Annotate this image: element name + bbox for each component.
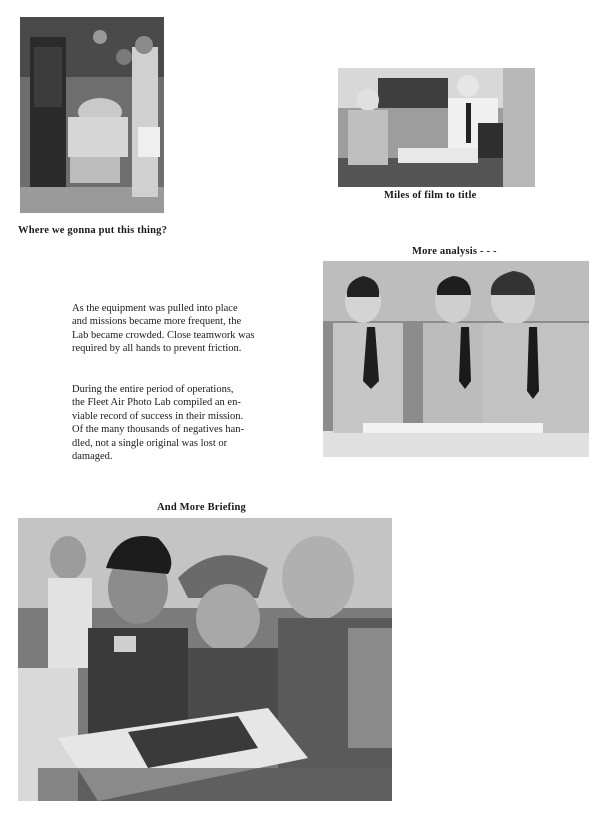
analysis-caption: More analysis - - - xyxy=(412,246,497,257)
briefing-caption: And More Briefing xyxy=(157,502,246,513)
paragraph-line: required by all hands to prevent friction. xyxy=(72,343,242,355)
paragraph-line: As the equipment was pulled into place xyxy=(72,303,238,314)
crew-moving-equipment-caption: Where we gonna put this thing? xyxy=(18,225,168,236)
paragraph-line: Lab became crowded. Close teamwork was xyxy=(72,329,255,341)
paragraph-line: During the entire period of operations, xyxy=(72,384,234,395)
record-of-success-paragraph xyxy=(72,383,270,463)
film-titling-caption: Miles of film to title xyxy=(384,190,477,201)
crew-moving-equipment-photo xyxy=(20,17,164,213)
paragraph-line: damaged. xyxy=(72,451,113,463)
paragraph-line: Of the many thousands of negatives han- xyxy=(72,424,245,436)
crowded-lab-paragraph xyxy=(72,302,270,356)
paragraph-line: the Fleet Air Photo Lab compiled an en- xyxy=(72,397,241,409)
analysis-photo xyxy=(323,261,589,457)
paragraph-line: and missions became more frequent, the xyxy=(72,316,242,328)
paragraph-line: dled, not a single original was lost or xyxy=(72,437,228,449)
briefing-photo xyxy=(18,518,392,801)
film-titling-photo xyxy=(338,68,535,187)
paragraph-line: viable record of success in their mission. xyxy=(72,410,244,422)
